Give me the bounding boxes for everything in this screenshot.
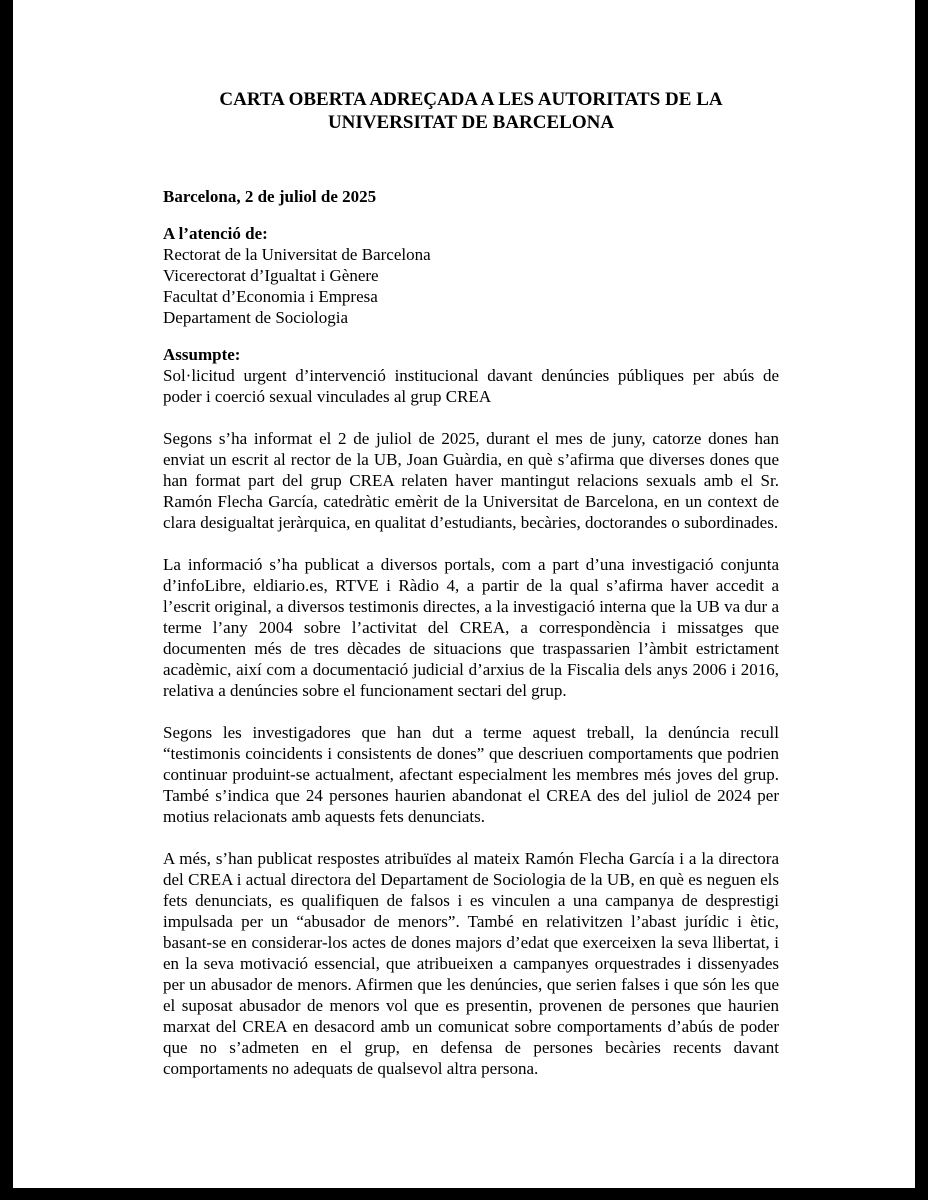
subject-text: Sol·licitud urgent d’intervenció institucional davant denúncies públiques per abús de poder i coerció sexual vinculades al grup CREA bbox=[163, 366, 779, 406]
paragraph-3: Segons les investigadores que han dut a terme aquest treball, la denúncia recull “testimonis coincidents i consistents de dones” que descriuen comportaments que podrien continuar produint-se actualment, afectant especialment les membres més joves del grup. També s’indica que 24 persones haurien abandonat el CREA des del juliol de 2024 per motius relacionats amb aquests fets denunciats. bbox=[163, 723, 779, 826]
paragraph-2: La informació s’ha publicat a diversos portals, com a part d’una investigació conjunta d’infoLibre, eldiario.es, RTVE i Ràdio 4, a partir de la qual s’afirma haver accedit a l’escrit original, a diversos testimonis directes, a la investigació interna que la UB va dur a terme l’any 2004 sobre l’activitat del CREA, a correspondència i missatges que documenten més de tres dècades de situacions que traspassarien l’àmbit estrictament acadèmic, així com a documentació judicial d’arxius de la Fiscalia dels anys 2006 i 2016, relativa a denúncies sobre el funcionament sectari del grup. bbox=[163, 555, 779, 700]
recipient-rectorat: Rectorat de la Universitat de Barcelona bbox=[163, 245, 431, 264]
letter-date: Barcelona, 2 de juliol de 2025 bbox=[163, 187, 377, 206]
document-page bbox=[13, 0, 915, 1188]
paragraph-1: Segons s’ha informat el 2 de juliol de 2025, durant el mes de juny, catorze dones han enviat un escrit al rector de la UB, Joan Guàrdia, en què s’afirma que diverses dones que han format part del grup CREA relaten haver mantingut relacions sexuals amb el Sr. Ramón Flecha García, catedràtic emèrit de la Universitat de Barcelona, en un context de clara desigualtat jeràrquica, en qualitat d’estudiants, becàries, doctorandes o subordinades. bbox=[163, 429, 779, 532]
paragraph-4: A més, s’han publicat respostes atribuïdes al mateix Ramón Flecha García i a la directora del CREA i actual directora del Departament de Sociologia de la UB, en què es neguen els fets denunciats, es qualifiquen de falsos i es vinculen a una campanya de desprestigi impulsada per un “abusador de menors”. També en relativitzen l’abast jurídic i ètic, basant-se en considerar-los actes de dones majors d’edat que exerceixen la seva llibertat, i en la seva motivació essencial, que atribueixen a campanyes orquestrades i dissenyades per un abusador de menors. Afirmen que les denúncies, que serien falses i que són les que el suposat abusador de menors vol que es presentin, provenen de persones que haurien marxat del CREA en desacord amb un comunicat sobre comportaments d’abús de poder que no s’admeten en el grup, en defensa de persones becàries recents davant comportaments no adequats de qualsevol altra persona. bbox=[163, 849, 779, 1078]
letter-title bbox=[153, 88, 789, 134]
title-line-2: UNIVERSITAT DE BARCELONA bbox=[327, 112, 615, 133]
letter-body bbox=[163, 88, 779, 1096]
recipient-departament: Departament de Sociologia bbox=[163, 308, 349, 327]
recipients-list bbox=[163, 244, 779, 328]
subject-label: Assumpte: bbox=[163, 345, 241, 364]
recipient-facultat: Facultat d’Economia i Empresa bbox=[163, 287, 378, 306]
recipient-vicerectorat: Vicerectorat d’Igualtat i Gènere bbox=[163, 266, 379, 285]
attention-label: A l’atenció de: bbox=[163, 224, 268, 243]
title-line-1: CARTA OBERTA ADREÇADA A LES AUTORITATS DE LA bbox=[219, 89, 723, 110]
